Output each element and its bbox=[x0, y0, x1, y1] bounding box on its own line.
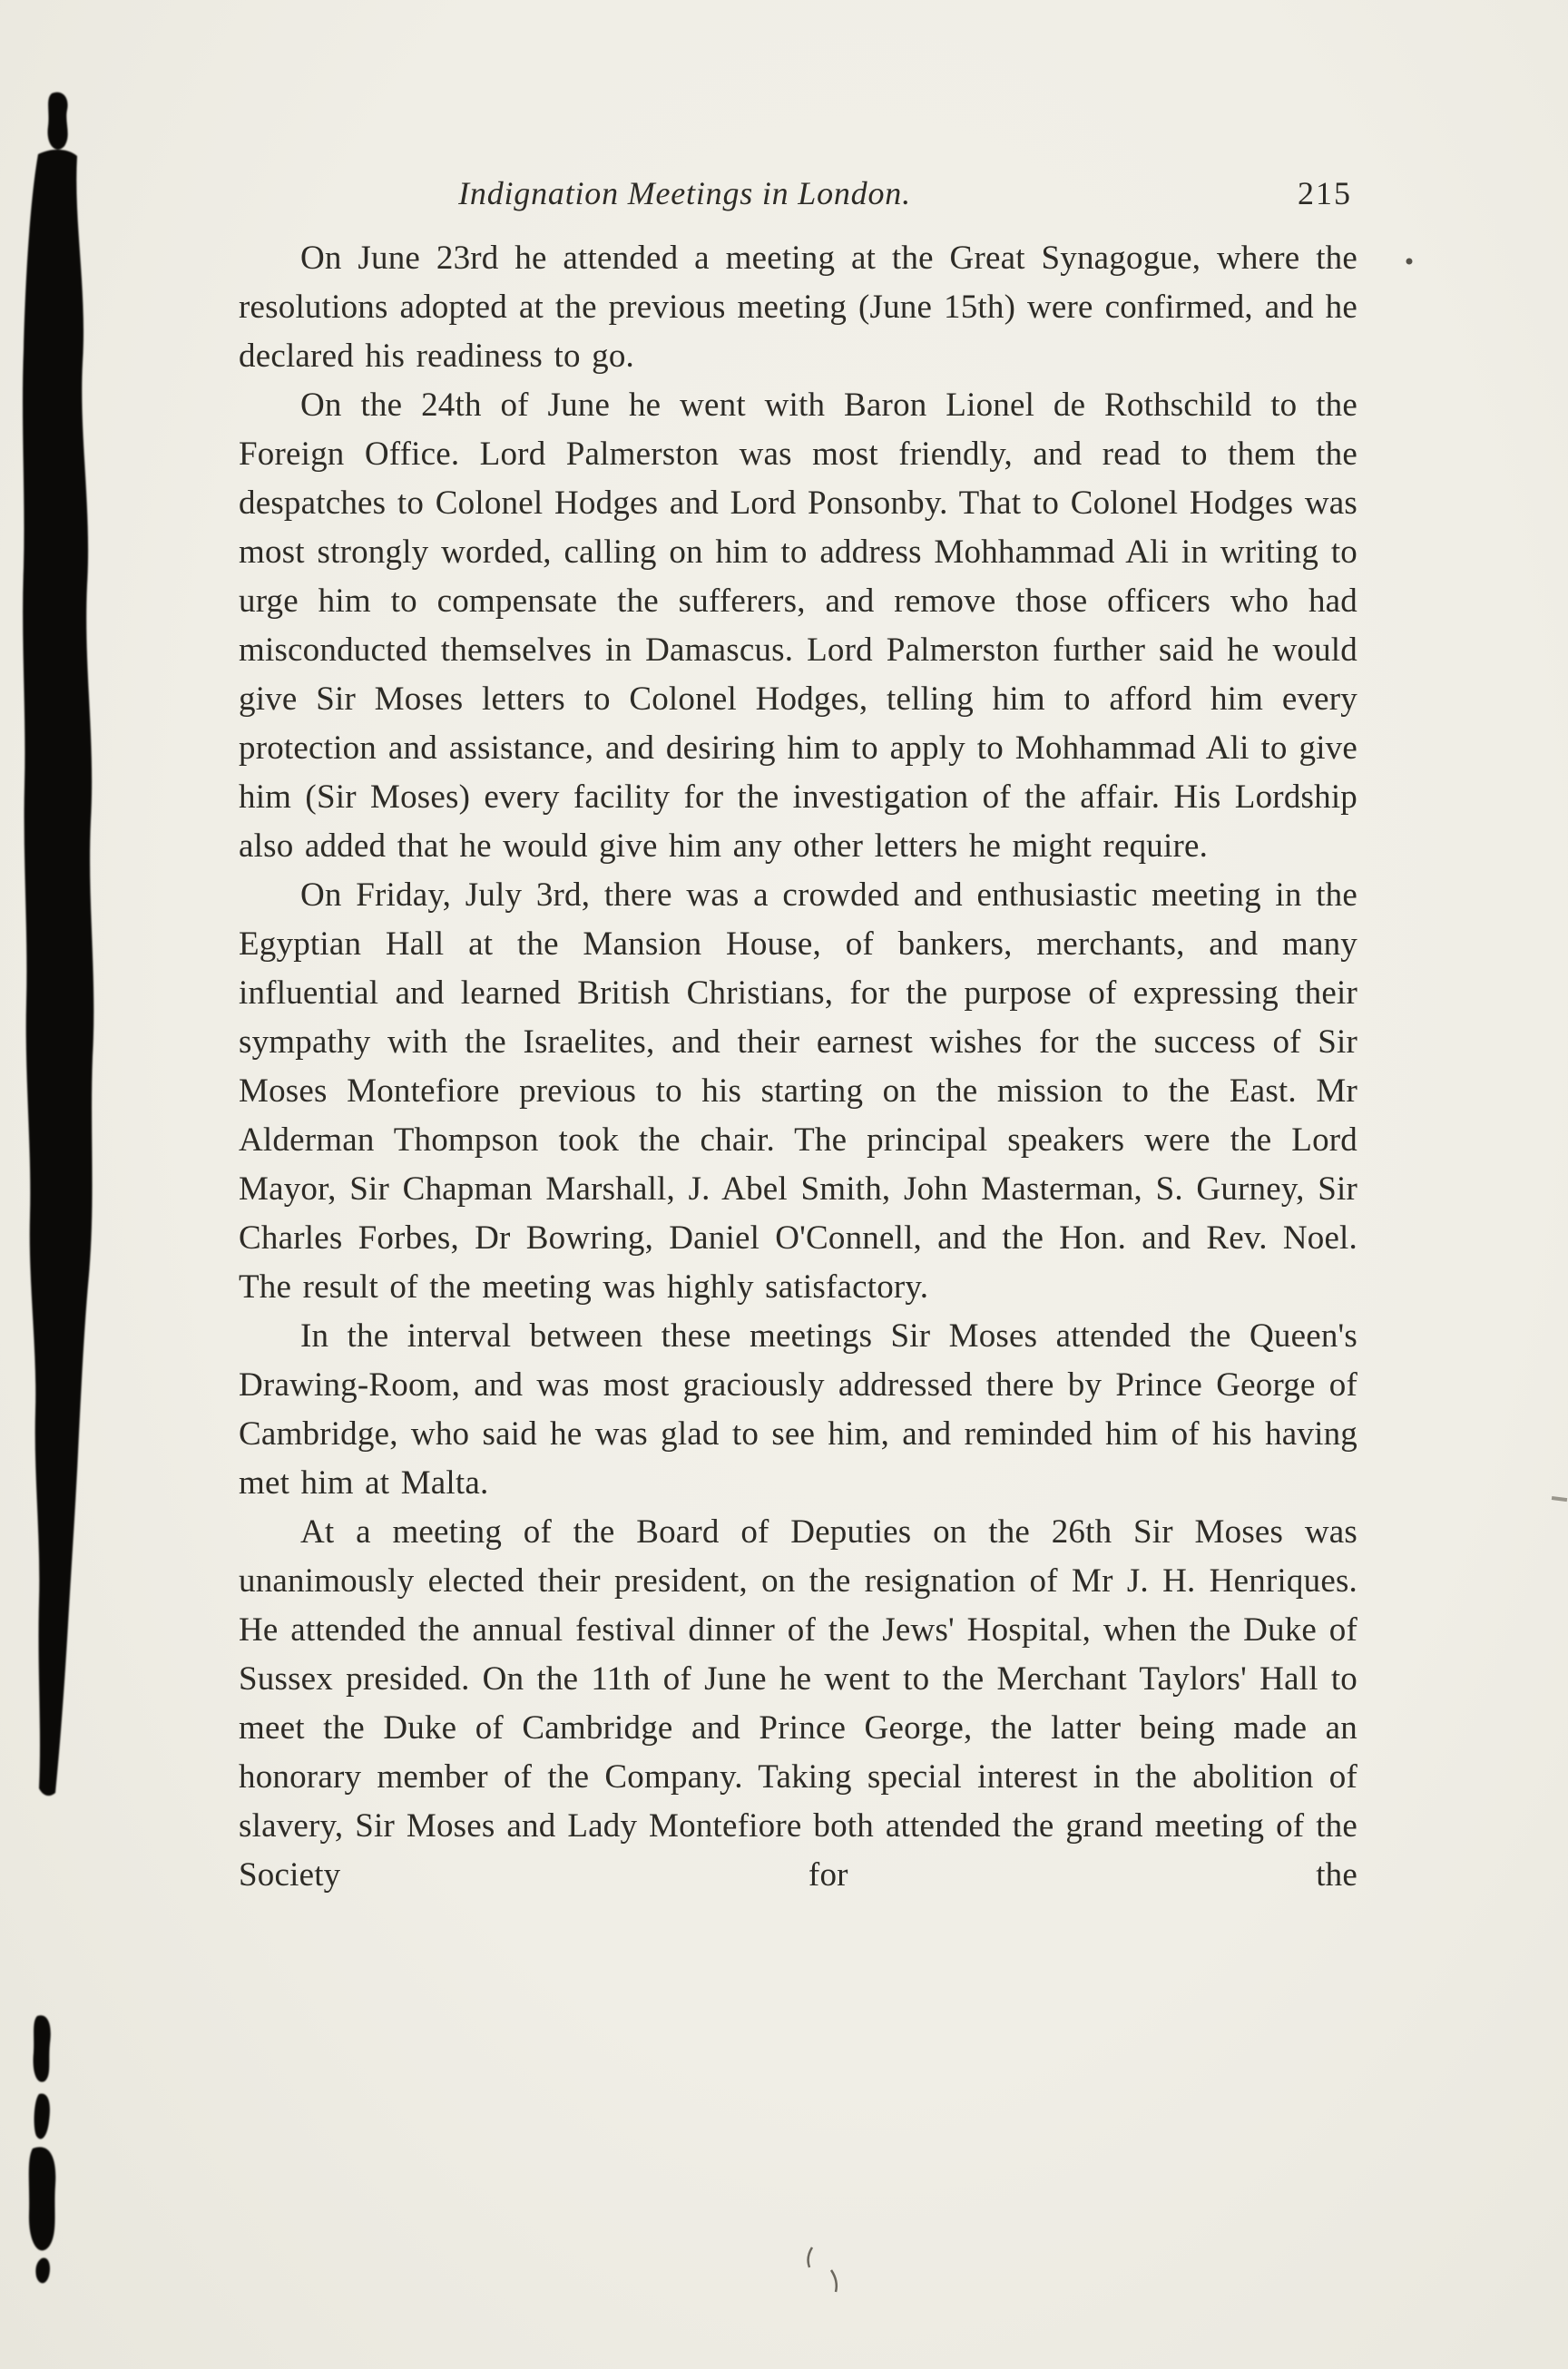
ink-blot-artifact bbox=[23, 93, 93, 2284]
header-title-wrap bbox=[239, 169, 1357, 218]
page-body-text bbox=[239, 234, 1357, 1900]
page-title: Indignation Meetings in London. bbox=[458, 175, 911, 211]
paragraph-2: On the 24th of June he went with Baron Lionel de Rothschild to the Foreign Office. Lord Palmerston was most friendly, and read to them the despatches to Colonel Hodges and Lord Ponsonby. That to Colonel Hodges was most strongly worded, calling on him to address Mohhammad Ali in writing to urge him to compensate the sufferers, and remove those officers who had misconducted themselves in Damascus. Lord Palmerston further said he would give Sir Moses letters to Colonel Hodges, telling him to afford him every protection and assistance, and desiring him to apply to Mohhammad Ali to give him (Sir Moses) every facility for the investigation of the affair. His Lordship also added that he would give him any other letters he might require. bbox=[239, 387, 1357, 865]
paragraph-4: In the interval between these meetings Sir Moses attended the Queen's Drawing-Room, and was most graciously addressed there by Prince George of Cambridge, who said he was glad to see him, and reminded him of his having met him at Malta. bbox=[239, 1317, 1357, 1502]
book-page bbox=[239, 169, 1357, 1900]
running-header bbox=[239, 169, 1357, 221]
paragraph-3: On Friday, July 3rd, there was a crowded and enthusiastic meeting in the Egyptian Hall at the Mansion House, of bankers, merchants, and many influential and learned British Christians, for the purpose of expressing their sympathy with the Israelites, and their earnest wishes for the success of Sir Moses Montefiore previous to his starting on the mission to the East. Mr Alderman Thompson took the chair. The principal speakers were the Lord Mayor, Sir Chapman Marshall, J. Abel Smith, John Masterman, S. Gurney, Sir Charles Forbes, Dr Bowring, Daniel O'Connell, and the Hon. and Rev. Noel. The result of the meeting was highly satisfactory. bbox=[239, 876, 1357, 1306]
paragraph-5: At a meeting of the Board of Deputies on the 26th Sir Moses was unanimously elected their president, on the resignation of Mr J. H. Henriques. He attended the annual festival dinner of the Jews' Hospital, when the Duke of Sussex presided. On the 11th of June he went to the Merchant Taylors' Hall to meet the Duke of Cambridge and Prince George, the latter being made an honorary member of the Company. Taking special interest in the abolition of slavery, Sir Moses and Lady Montefiore both attended the grand meeting of the Society for the bbox=[239, 1513, 1357, 1894]
paragraph-1: On June 23rd he attended a meeting at the Great Synagogue, where the resolutions adopted at the previous meeting (June 15th) were confirmed, and he declared his readiness to go. bbox=[239, 240, 1357, 375]
page-number: 215 bbox=[1298, 175, 1352, 211]
